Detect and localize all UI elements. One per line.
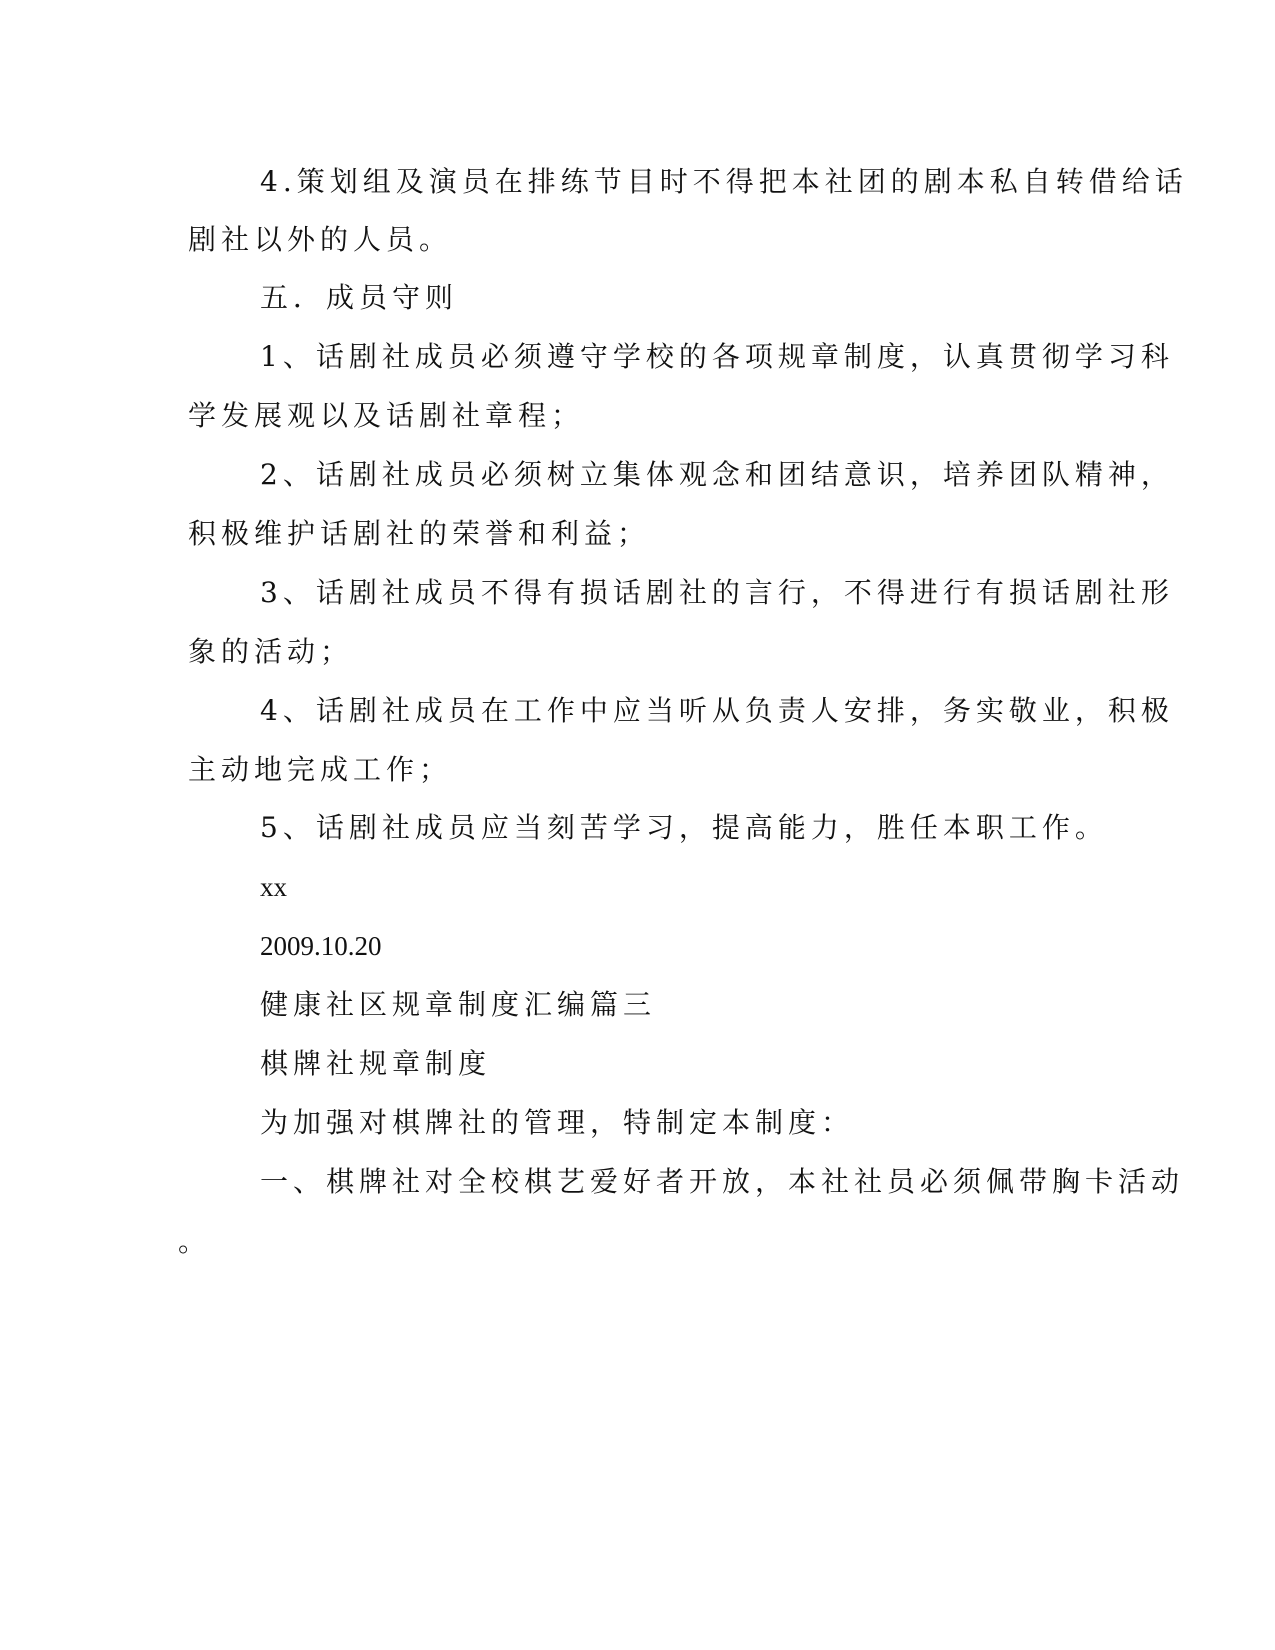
paragraph-line: 2、话剧社成员必须树立集体观念和团结意识，培养团队精神， [260,458,1174,491]
paragraph-line: 为加强对棋牌社的管理，特制定本制度： [260,1106,855,1139]
paragraph-line: 4、话剧社成员在工作中应当听从负责人安排，务实敬业，积极 [260,694,1174,727]
paragraph-line: 一、棋牌社对全校棋艺爱好者开放，本社社员必须佩带胸卡活动 [260,1165,1185,1198]
paragraph-line: 学发展观以及话剧社章程； [188,399,585,432]
subsection-title: 棋牌社规章制度 [260,1047,492,1080]
paragraph-line: 1、话剧社成员必须遵守学校的各项规章制度，认真贯彻学习科 [260,340,1174,373]
paragraph-line: 4.策划组及演员在排练节目时不得把本社团的剧本私自转借给话 [260,165,1188,198]
paragraph-line: 3、话剧社成员不得有损话剧社的言行，不得进行有损话剧社形 [260,576,1174,609]
paragraph-line: 剧社以外的人员。 [188,223,453,256]
section-title: 健康社区规章制度汇编篇三 [260,988,657,1021]
signature-placeholder: xx [260,872,287,902]
paragraph-line: 5、话剧社成员应当刻苦学习，提高能力，胜任本职工作。 [260,811,1108,844]
paragraph-line: 主动地完成工作； [188,753,453,786]
paragraph-line: 。 [178,1225,212,1258]
paragraph-line: 象的活动； [188,635,354,668]
date-line: 2009.10.20 [260,931,382,961]
section-heading: 五．成员守则 [260,281,459,314]
paragraph-line: 积极维护话剧社的荣誉和利益； [188,517,651,550]
